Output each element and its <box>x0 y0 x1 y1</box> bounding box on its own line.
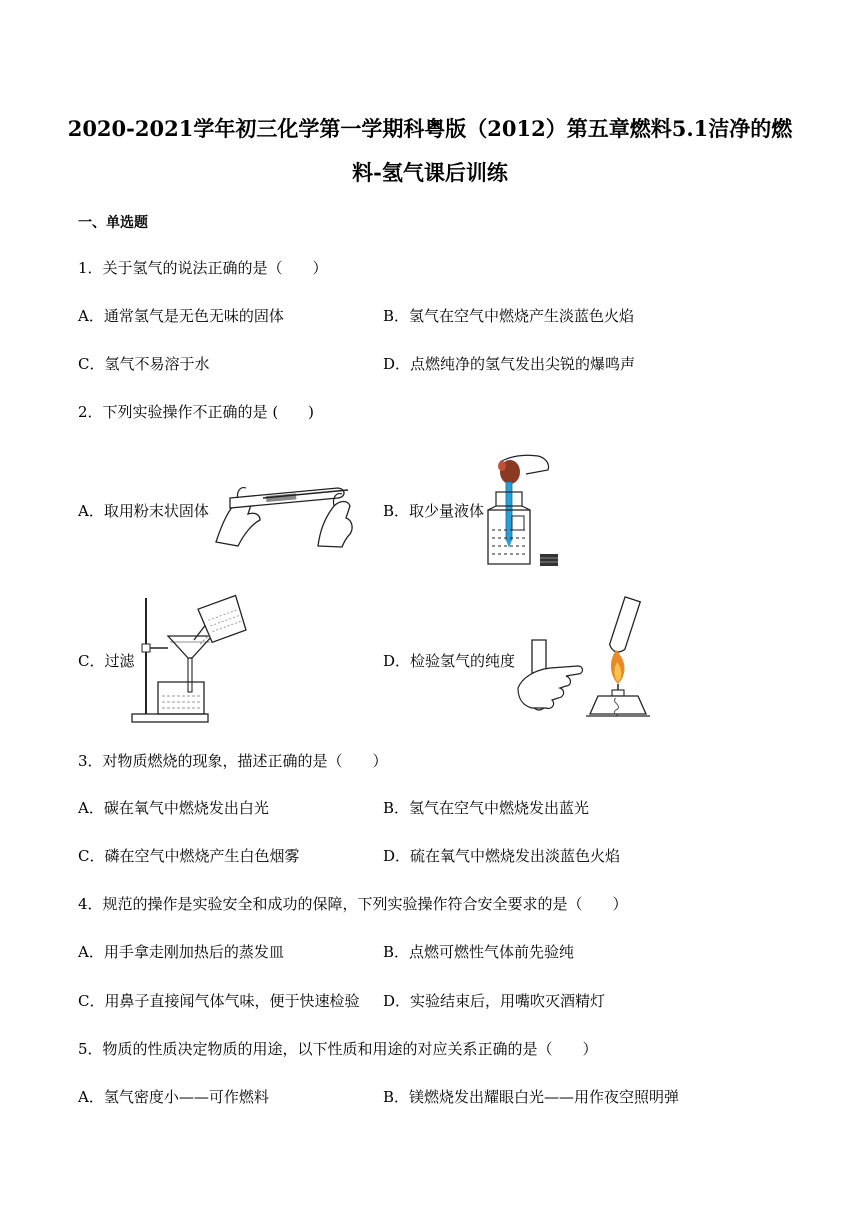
question-3-option-a: A．碳在氧气中燃烧发出白光 <box>78 799 269 817</box>
figure-dropper-bottle <box>480 452 580 574</box>
question-3-stem: 3．对物质燃烧的现象，描述正确的是（ ） <box>78 752 388 770</box>
question-5-stem: 5．物质的性质决定物质的用途，以下性质和用途的对应关系正确的是（ ） <box>78 1040 598 1058</box>
document-title-line-1: 2020-2021学年初三化学第一学期科粤版（2012）第五章燃料5.1洁净的燃 <box>67 116 793 141</box>
question-4-option-a: A．用手拿走刚加热后的蒸发皿 <box>78 943 284 961</box>
figure-hydrogen-purity-test <box>512 596 662 722</box>
question-3-option-c: C．磷在空气中燃烧产生白色烟雾 <box>78 847 300 865</box>
question-4-stem: 4．规范的操作是实验安全和成功的保障，下列实验操作符合安全要求的是（ ） <box>78 895 628 913</box>
question-2-stem: 2．下列实验操作不正确的是 ( ) <box>78 403 315 421</box>
question-1-option-b: B．氢气在空气中燃烧产生淡蓝色火焰 <box>383 307 635 325</box>
question-1-option-a: A．通常氢气是无色无味的固体 <box>78 307 284 325</box>
question-4-option-d: D．实验结束后，用嘴吹灭酒精灯 <box>383 992 606 1010</box>
question-2-option-d: D．检验氢气的纯度 <box>383 652 516 670</box>
question-5-option-b: B．镁燃烧发出耀眼白光——用作夜空照明弹 <box>383 1088 680 1106</box>
question-2-option-a: A．取用粉末状固体 <box>78 502 209 520</box>
question-3-option-b: B．氢气在空气中燃烧发出蓝光 <box>383 799 590 817</box>
question-2-option-b: B．取少量液体 <box>383 502 485 520</box>
question-3-option-d: D．硫在氧气中燃烧发出淡蓝色火焰 <box>383 847 621 865</box>
figure-filtration <box>130 592 250 724</box>
question-2-option-c: C．过滤 <box>78 652 135 670</box>
question-1-stem: 1．关于氢气的说法正确的是（ ） <box>78 259 328 277</box>
question-4-option-c: C．用鼻子直接闻气体气味，便于快速检验 <box>78 992 360 1010</box>
question-5-option-a: A．氢气密度小——可作燃料 <box>78 1088 269 1106</box>
figure-powder-spatula <box>208 462 358 547</box>
section-heading: 一、单选题 <box>78 215 148 231</box>
question-1-option-c: C．氢气不易溶于水 <box>78 355 210 373</box>
document-title-line-2: 料-氢气课后训练 <box>352 160 508 185</box>
question-1-option-d: D．点燃纯净的氢气发出尖锐的爆鸣声 <box>383 355 636 373</box>
question-4-option-b: B．点燃可燃性气体前先验纯 <box>383 943 575 961</box>
